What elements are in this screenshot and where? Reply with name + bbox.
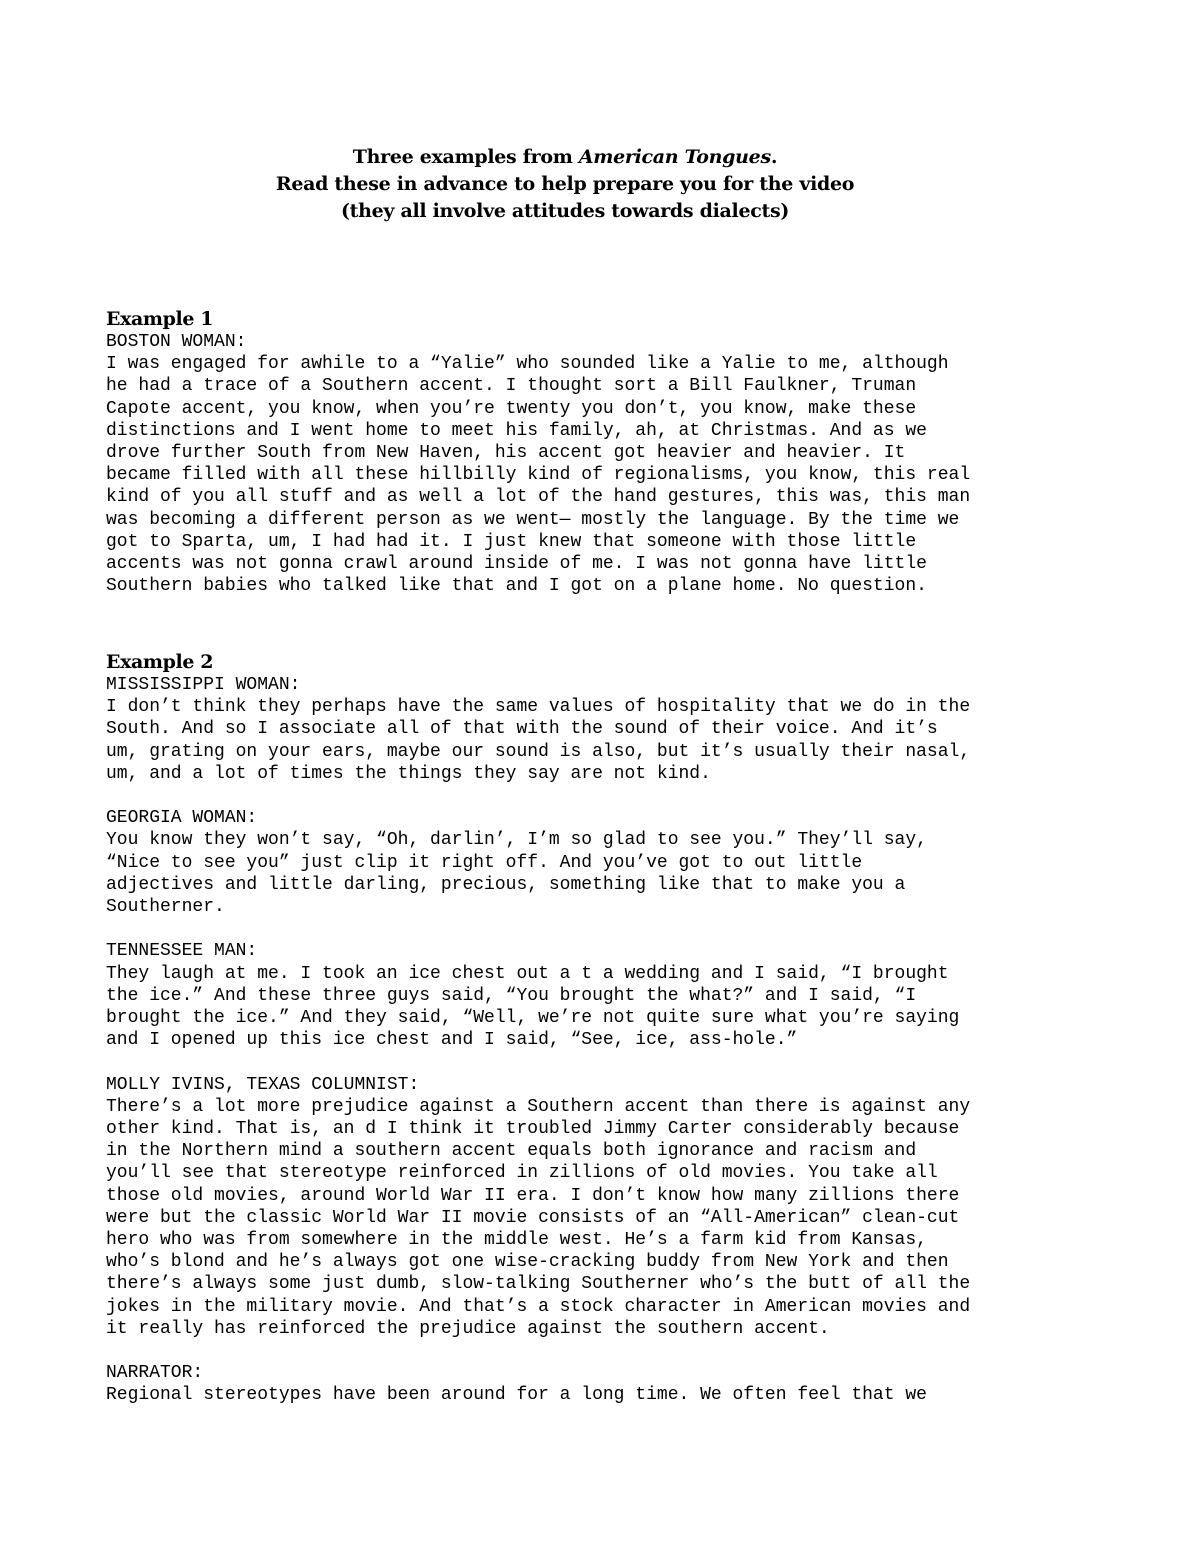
transcript-line: those old movies, around World War II era. I don’t know how many zillions there — [106, 1185, 960, 1206]
transcript-line: Regional stereotypes have been around for a long time. We often feel that we — [106, 1385, 927, 1406]
transcript-line: the ice.” And these three guys said, “You brought the what?” and I said, “I — [106, 985, 917, 1006]
transcript-line: hero who was from somewhere in the middle west. He’s a farm kid from Kansas, — [106, 1230, 927, 1251]
transcript-line: South. And so I associate all of that with the sound of their voice. And it’s — [106, 719, 938, 740]
transcript-line: Southerner. — [106, 897, 225, 918]
transcript-line: “Nice to see you” just clip it right off. And you’ve got to out little — [106, 852, 863, 873]
speaker-label: MOLLY IVINS, TEXAS COLUMNIST: — [106, 1074, 420, 1095]
transcript-line: drove further South from New Haven, his accent got heavier and heavier. It — [106, 443, 906, 464]
transcript-line: Capote accent, you know, when you’re twenty you don’t, you know, make these — [106, 398, 917, 419]
transcript-line: and I opened up this ice chest and I said, “See, ice, ass-hole.” — [106, 1030, 798, 1051]
transcript-line: in the Northern mind a southern accent equals both ignorance and racism and — [106, 1141, 917, 1162]
speaker-label: TENNESSEE MAN: — [106, 941, 258, 962]
speaker-label: BOSTON WOMAN: — [106, 332, 247, 352]
transcript-line: I don’t think they perhaps have the same values of hospitality that we do in the — [106, 697, 971, 718]
speaker-label: MISSISSIPPI WOMAN: — [106, 675, 301, 695]
transcript-line: um, and a lot of times the things they say are not kind. — [106, 763, 711, 784]
transcript-line: got to Sparta, um, I had had it. I just knew that someone with those little — [106, 531, 917, 552]
transcript-line: was becoming a different person as we went— mostly the language. By the time we — [106, 509, 960, 530]
title-line-3: (they all involve attitudes towards dialects) — [340, 200, 790, 222]
title-line-1: Three examples from American Tongues. — [352, 146, 778, 168]
transcript-line: They laugh at me. I took an ice chest out a t a wedding and I said, “I brought — [106, 963, 949, 984]
transcript-line: who’s blond and he’s always got one wise-cracking buddy from New York and then — [106, 1252, 949, 1273]
transcript-line: jokes in the military movie. And that’s a stock character in American movies and — [106, 1296, 971, 1317]
transcript-line: There’s a lot more prejudice against a Southern accent than there is against any — [106, 1096, 971, 1117]
transcript-line: became filled with all these hillbilly kind of regionalisms, you know, this real — [106, 465, 971, 486]
transcript-line: he had a trace of a Southern accent. I thought sort a Bill Faulkner, Truman — [106, 376, 917, 397]
title-work-name: American Tongues — [578, 146, 771, 168]
example-1-heading: Example 1 — [106, 308, 214, 330]
speaker-label: GEORGIA WOMAN: — [106, 808, 258, 829]
transcript-line: you’ll see that stereotype reinforced in zillions of old movies. You take all — [106, 1163, 938, 1184]
transcript-line: adjectives and little darling, precious, something like that to make you a — [106, 874, 906, 895]
transcript-line: Southern babies who talked like that and I got on a plane home. No question. — [106, 576, 927, 597]
transcript-line: other kind. That is, an d I think it troubled Jimmy Carter considerably because — [106, 1119, 960, 1140]
example-2-heading: Example 2 — [106, 651, 214, 673]
title-line-2: Read these in advance to help prepare you for the video — [275, 173, 855, 195]
transcript-line: distinctions and I went home to meet his family, ah, at Christmas. And as we — [106, 420, 927, 441]
transcript-line: there’s always some just dumb, slow-talking Southerner who’s the butt of all the — [106, 1274, 971, 1295]
paragraph-gap — [106, 1340, 1106, 1362]
transcript-line: You know they won’t say, “Oh, darlin’, I’m so glad to see you.” They’ll say, — [106, 830, 927, 851]
example-2-section — [106, 650, 1106, 1407]
speaker-label: NARRATOR: — [106, 1363, 204, 1384]
transcript-line: I was engaged for awhile to a “Yalie” who sounded like a Yalie to me, although — [106, 354, 949, 375]
document-title — [0, 144, 1130, 225]
transcript-line: it really has reinforced the prejudice against the southern accent. — [106, 1318, 830, 1339]
example-1-section — [106, 307, 1106, 597]
transcript-line: brought the ice.” And they said, “Well, we’re not quite sure what you’re saying — [106, 1008, 960, 1029]
transcript-line: kind of you all stuff and as well a lot of the hand gestures, this was, this man — [106, 487, 971, 508]
transcript-line: were but the classic World War II movie consists of an “All-American” clean-cut — [106, 1207, 960, 1228]
paragraph-gap — [106, 1051, 1106, 1073]
paragraph-gap — [106, 785, 1106, 807]
paragraph-gap — [106, 918, 1106, 940]
transcript-line: accents was not gonna crawl around inside of me. I was not gonna have little — [106, 554, 927, 575]
transcript-line: um, grating on your ears, maybe our sound is also, but it’s usually their nasal, — [106, 741, 971, 762]
